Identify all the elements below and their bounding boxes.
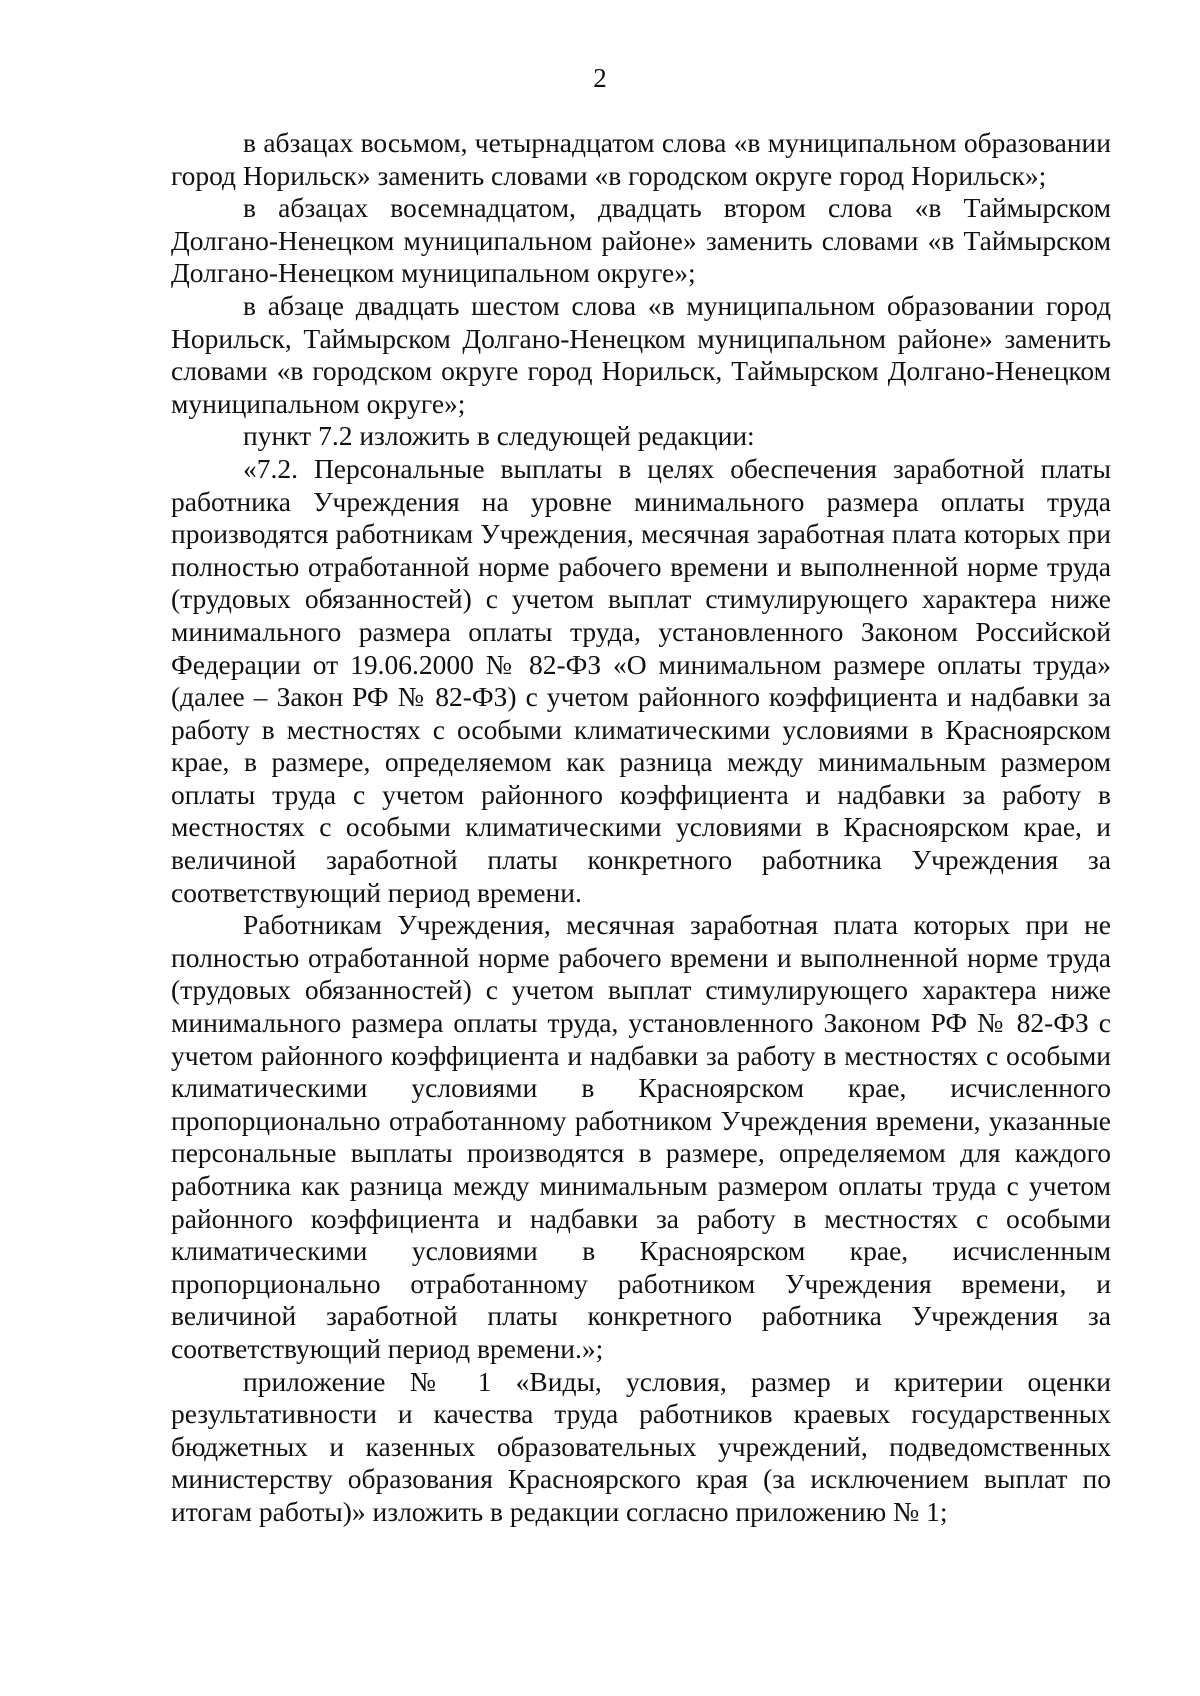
document-body xyxy=(171,127,1111,1529)
paragraph-item-7-2-text: «7.2. Персональные выплаты в целях обеспечения заработной платы работника Учреждения на уровне минимального размера оплаты труда производятся работникам Учреждения, месячная заработная плата которых при полностью отработанной норме рабочего времени и выполненной норме труда (трудовых обязанностей) с учетом выплат стимулирующего характера ниже минимального размера оплаты труда, установленного Законом Российской Федерации от 19.06.2000 № 82-ФЗ «О минимальном размере оплаты труда» (далее – Закон РФ № 82-ФЗ) с учетом районного коэффициента и надбавки за работу в местностях с особыми климатическими условиями в Красноярском крае, в размере, определяемом как разница между минимальным размером оплаты труда с учетом районного коэффициента и надбавки за работу в местностях с особыми климатическими условиями в Красноярском крае, и величиной заработной платы конкретного работника Учреждения за соответствующий период времени. xyxy=(171,452,1111,908)
paragraph-amend-norilsk: в абзацах восьмом, четырнадцатом слова «в муниципальном образовании город Норильск» заменить словами «в городском округе город Норильск»; xyxy=(171,127,1111,191)
paragraph-appendix-1: приложение № 1 «Виды, условия, размер и критерии оценки результативности и качества труда работников краевых государственных бюджетных и казенных образовательных учреждений, подведомственных министерству образования Красноярского края (за исключением выплат по итогам работы)» изложить в редакции согласно приложению № 1; xyxy=(171,1365,1111,1527)
paragraph-item-7-2-intro: пункт 7.2 изложить в следующей редакции: xyxy=(243,420,755,452)
paragraph-amend-26th: в абзаце двадцать шестом слова «в муниципальном образовании город Норильск, Таймырском Долгано-Ненецком муниципальном районе» заменить словами «в городском округе город Норильск, Таймырском Долгано-Ненецком муниципальном округе»; xyxy=(171,289,1111,419)
paragraph-item-7-2-partial: Работникам Учреждения, месячная заработная плата которых при не полностью отработанной норме рабочего времени и выполненной норме труда (трудовых обязанностей) с учетом выплат стимулирующего характера ниже минимального размера оплаты труда, установленного Законом РФ № 82-ФЗ с учетом районного коэффициента и надбавки за работу в местностях с особыми климатическими условиями в Красноярском крае, исчисленного пропорционально отработанному работником Учреждения времени, указанные персональные выплаты производятся в размере, определяемом для каждого работника как разница между минимальным размером оплаты труда с учетом районного коэффициента и надбавки за работу в местностях с особыми климатическими условиями в Красноярском крае, исчисленным пропорционально отработанному работником Учреждения времени, и величиной заработной платы конкретного работника Учреждения за соответствующий период времени.»; xyxy=(171,909,1111,1364)
page-number: 2 xyxy=(593,63,607,93)
paragraph-amend-taimyr: в абзацах восемнадцатом, двадцать втором слова «в Таймырском Долгано-Ненецком муниципальном районе» заменить словами «в Таймырском Долгано-Ненецком муниципальном округе»; xyxy=(171,192,1111,289)
